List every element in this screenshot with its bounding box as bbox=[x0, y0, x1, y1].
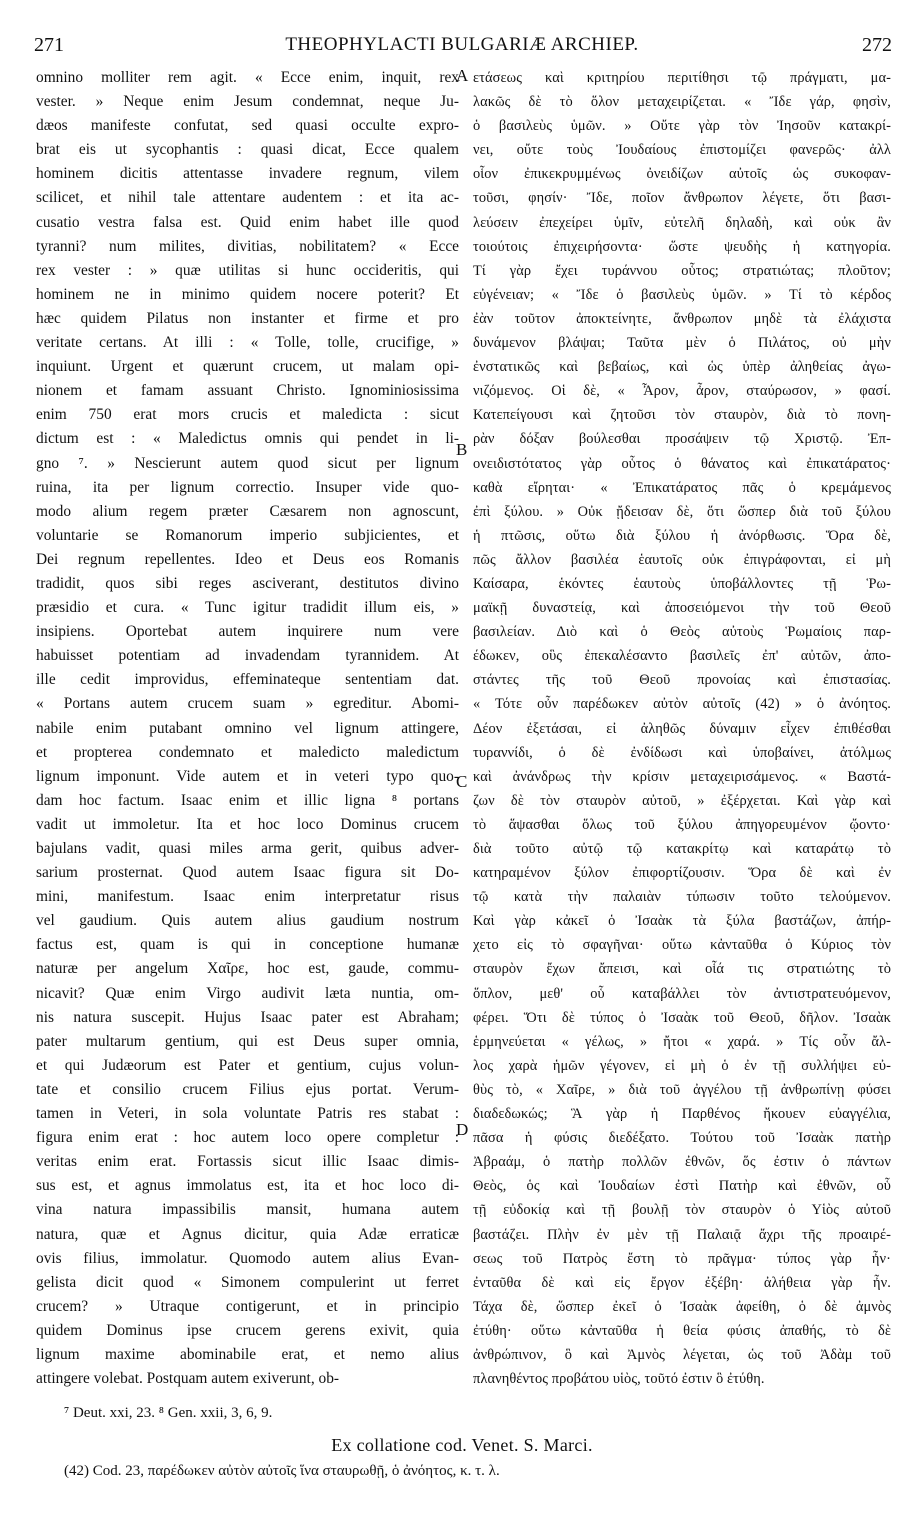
latin-text-line: nis natura suscepit. Hujus Isaac pater est Abraham; bbox=[36, 1008, 459, 1026]
greek-text-line: λακῶς δὲ τὸ ὅλον μεταχειρίζεται. « Ἴδε γάρ, φησὶν, bbox=[473, 94, 891, 111]
running-header bbox=[30, 34, 894, 62]
latin-text-line: lignum imponunt. Vide autem et in veteri typo quo- bbox=[36, 767, 459, 785]
footnotes: ⁷ Deut. xxi, 23. ⁸ Gen. xxii, 3, 6, 9. bbox=[64, 1405, 273, 1421]
section-marker-d: D bbox=[456, 1120, 469, 1139]
greek-text-line: μαϊκῇ δυναστείᾳ, καὶ ἀποσειόμενοι τὴν τοῦ Θεοῦ bbox=[473, 600, 891, 617]
greek-text-line: ἐὰν τοῦτον ἀποκτείνητε, ἄνθρωπον μηδὲ τὰ ἐλάχιστα bbox=[473, 310, 891, 327]
latin-text-line: et qui Judæorum est Pater et gentium, cujus volun- bbox=[36, 1056, 459, 1074]
latin-text-line: enim 750 erat mors crucis et maledicta : sicut bbox=[36, 406, 459, 424]
greek-text-line: διαδεδωκώς; Ἃ γὰρ ἡ Παρθένος ἤκουεν εὐαγγέλια, bbox=[473, 1106, 891, 1123]
greek-text-line: πλανηθέντος προβάτου υἱὸς, τοῦτό ἐστιν ὃ ἐτύθη. bbox=[473, 1371, 765, 1388]
latin-text-line: hominem dicitis attentasse invadere regnum, vilem bbox=[36, 165, 459, 183]
latin-text-line: habuisset potentiam ad invadendam tyrannidem. At bbox=[36, 647, 459, 665]
greek-text-line: φέρει. Ὅτι δὲ τύπος ὁ Ἰσαὰκ τοῦ Θεοῦ, δῆλον. Ἰσαὰκ bbox=[473, 1009, 891, 1026]
greek-text-line: ἐνταῦθα δὲ καὶ εἰς ἔργον ἐξέβη· ἀλήθεια γὰρ ἦν. bbox=[473, 1274, 891, 1291]
greek-text-line: λεύσειν ἐπεχείρει ὑμῖν, εὐτελῆ δηλαδὴ, καὶ οὐκ ἂν bbox=[473, 214, 891, 231]
latin-text-line: insipiens. Oportebat autem inquirere num vere bbox=[36, 623, 459, 641]
latin-text-line: inquiunt. Urgent et quærunt crucem, ut malam opi- bbox=[36, 358, 459, 376]
left-page-number: 271 bbox=[34, 34, 64, 56]
latin-text-line: figura enim erat : hoc autem loco opere completur : bbox=[36, 1129, 459, 1147]
greek-text-line: λος χαρὰ ἡμῶν γέγονεν, εἰ μὴ ὁ ἐν τῇ συλλήψει εὐ- bbox=[473, 1057, 891, 1074]
latin-text-line: factus est, quam is qui in conceptione humanæ bbox=[36, 936, 459, 954]
latin-text-line: voluntarie se Romanorum imperio subjicientes, et bbox=[36, 526, 459, 544]
latin-text-line: bajulans vadit, quasi miles arma gerit, quibus adver- bbox=[36, 840, 459, 857]
greek-text-line: ἀνθρώπινον, ὃ καὶ Ἀμνὸς λέγεται, ὡς τοῦ Ἀδὰμ τοῦ bbox=[473, 1346, 891, 1363]
latin-text-line: tamen in Veteri, in sola voluntate Patris res stabat : bbox=[36, 1105, 459, 1123]
greek-text-line: « Τότε οὖν παρέδωκεν αὐτὸν αὐτοῖς (42) » ὁ ἀνόητος. bbox=[473, 696, 891, 713]
greek-text-line: Κατεπείγουσι καὶ ζητοῦσι τὸν σταυρὸν, διὰ τὸ πονη- bbox=[473, 407, 891, 424]
latin-text-line: nicavit? Quæ enim Virgo audivit læta nuntia, om- bbox=[36, 984, 459, 1002]
latin-text-line: et propterea condemnato et maledicto maledictum bbox=[36, 743, 459, 761]
greek-text-line: διὰ τοῦτο αὐτῷ τῷ κατακρίτῳ καὶ καταράτῳ τὸ bbox=[473, 841, 891, 857]
greek-text-line: βαστάζει. Πλὴν ἐν μὲν τῇ Παλαιᾷ ἄχρι τῆς προαιρέ- bbox=[473, 1226, 891, 1243]
running-title: THEOPHYLACTI BULGARIÆ ARCHIEP. bbox=[285, 34, 639, 55]
greek-text-line: δυνάμενον βλάψαι; Ταῦτα μὲν ὁ Πιλάτος, οὐ μὴν bbox=[473, 335, 891, 352]
greek-text-line: βασιλείαν. Διὸ καὶ ὁ Θεὸς αὐτοὺς Ῥωμαίοις παρ- bbox=[473, 624, 891, 641]
latin-text-line: lignum maxime abominabile erat, et nemo alius bbox=[36, 1345, 459, 1363]
latin-text-line: hæc quidem Pilatus non instanter et firme et pro bbox=[36, 309, 459, 327]
latin-text-line: Dei regnum repellentes. Ideo et Deus eos Romanis bbox=[36, 550, 459, 568]
latin-column bbox=[36, 66, 459, 1391]
section-marker-a: A bbox=[456, 66, 469, 85]
latin-text-line: veritas enim erat. Fortassis sicut illic Isaac dimis- bbox=[36, 1153, 459, 1171]
latin-text-line: mini, manifestum. Isaac enim interpretatur risus bbox=[36, 888, 459, 906]
greek-text-line: τοῦσι, φησίν· Ἴδε, ποῖον ἄνθρωπον λέγετε, ὅτι βασι- bbox=[473, 190, 891, 207]
latin-text-line: dæos manifeste confutat, sed quasi occulte expro- bbox=[36, 117, 459, 135]
greek-text-line: καθὰ εἴρηται· « Ἐπικατάρατος πᾶς ὁ κρεμάμενος bbox=[473, 479, 891, 496]
greek-text-line: ἐνστατικῶς καὶ βεβαίως, καὶ ὡς ὑπὲρ ἀληθείας ἀγω- bbox=[473, 359, 891, 376]
latin-text-line: ovis filius, immolatur. Quomodo autem alius Evan- bbox=[36, 1249, 459, 1267]
greek-text-line: σταυρὸν ἔχων ἄπεισι, καὶ οἷά τις στρατιώτης τὸ bbox=[473, 961, 891, 978]
greek-text-line: Τάχα δὲ, ὥσπερ ἐκεῖ ὁ Ἰσαὰκ ἀφείθη, ὁ δὲ ἀμνὸς bbox=[473, 1298, 891, 1315]
latin-text-line: modo alium regem præter Cæsarem non agnoscunt, bbox=[36, 502, 459, 520]
greek-text-line: τῷ κατὰ τὴν παλαιὰν τύπωσιν τοῦτο τελούμενον. bbox=[473, 889, 891, 906]
latin-text-line: præsidio et cura. « Tunc igitur tradidit illum eis, » bbox=[36, 599, 459, 617]
greek-text-line: ἡ πτῶσις, οὕτω διὰ ξύλου ἡ ἀνόρθωσις. Ὅρα δὲ, bbox=[473, 527, 891, 544]
latin-text-line: dam hoc factum. Isaac enim et illic ligna ⁸ portans bbox=[36, 791, 459, 809]
latin-text-line: tradidit, quos sibi reges asciverant, destitutos divino bbox=[36, 574, 459, 592]
greek-text-line: τοιούτοις ἐπιχειρήσοντα· ὥστε ψευδὴς ἡ κατηγορία. bbox=[473, 238, 891, 255]
greek-text-line: στάντες τῆς τοῦ Θεοῦ προνοίας καὶ ἐπιστασίας. bbox=[473, 672, 891, 689]
latin-text-line: tyranni? num milites, divitias, nobilitatem? « Ecce bbox=[36, 237, 459, 255]
greek-text-line: οἷον ἐπικεκρυμμένως ὀνειδίζων αὐτοῖς ὡς συκοφαν- bbox=[473, 166, 891, 183]
greek-text-line: εὐγένειαν; « Ἴδε ὁ βασιλεὺς ὑμῶν. » Τί τὸ κέρδος bbox=[473, 286, 891, 303]
greek-text-line: ρὰν δόξαν βούλεσθαι προσάψειν τῷ Χριστῷ. Ἐπ- bbox=[473, 431, 891, 448]
latin-text-line: omnino molliter rem agit. « Ecce enim, inquit, rex bbox=[36, 69, 459, 86]
latin-text-line: hominem ne in minimo quidem nocere poterit? Et bbox=[36, 285, 459, 303]
latin-text-line: veritate certans. At illi : « Tolle, tolle, crucifige, » bbox=[36, 334, 459, 352]
latin-text-line: gelista dicit quod « Simonem compulerint ut ferret bbox=[36, 1273, 459, 1291]
latin-text-line: scilicet, et nihil tale attentare audentem : et ita ac- bbox=[36, 189, 459, 207]
latin-text-line: vina natura impassibilis mansit, humana autem bbox=[36, 1201, 459, 1219]
latin-text-line: gno ⁷. » Nescierunt autem quod sicut per lignum bbox=[36, 454, 459, 472]
greek-text-line: θὺς τὸ, « Χαῖρε, » διὰ τοῦ ἀγγέλου τῇ ἀνθρωπίνῃ φύσει bbox=[473, 1081, 891, 1098]
latin-text-line: « Portans autem crucem suam » egreditur. Abomi- bbox=[36, 695, 459, 713]
latin-text-line: vadit ut immoletur. Ita et hoc loco Dominus crucem bbox=[36, 815, 459, 833]
latin-text-line: quidem Dominus ipse crucem gerens exivit, quia bbox=[36, 1321, 459, 1339]
greek-text-line: χετο εἰς τὸ σφαγῆναι· οὕτω κἀνταῦθα ὁ Κύριος τὸν bbox=[473, 937, 891, 954]
latin-text-line: ille cedit improvidus, effeminateque sententiam dat. bbox=[36, 671, 459, 689]
greek-text-line: Ἀβραάμ, ὁ πατὴρ πολλῶν ἐθνῶν, ὅς ἐστιν ὁ πάντων bbox=[473, 1154, 891, 1171]
greek-text-line: Καίσαρα, ἑκόντες ἑαυτοὺς ὑποβάλλοντες τῇ Ῥω- bbox=[473, 575, 891, 592]
greek-text-line: καὶ ἀνάνδρως τὴν κρίσιν μεταχειρισάμενος. « Βαστά- bbox=[473, 768, 891, 785]
greek-text-line: κατηραμένον ξύλον ἐπιφορτίζουσιν. Ὅρα δὲ καὶ ἐν bbox=[473, 865, 891, 882]
greek-text-line: νει, οὔτε τοὺς Ἰουδαίους ἐπιστομίζει φανερῶς· ἀλλ bbox=[473, 142, 891, 159]
greek-text-line: τὸ ἅψασθαι ὅλως τοῦ ξύλου ἀπηγορευμένον ᾤοντο· bbox=[473, 816, 891, 833]
greek-text-line: ὁ βασιλεὺς ὑμῶν. » Οὔτε γὰρ τὸν Ἰησοῦν κατακρί- bbox=[473, 118, 891, 135]
latin-text-line: pater multarum gentium, qui est Deus super omnia, bbox=[36, 1032, 459, 1050]
collation-note: (42) Cod. 23, παρέδωκεν αὐτὸν αὐτοῖς ἵνα σταυρωθῇ, ὁ ἀνόητος, κ. τ. λ. bbox=[64, 1463, 500, 1479]
latin-text-line: ruina, ita per lignum correctio. Insuper vide quo- bbox=[36, 478, 459, 496]
greek-text-line: τῇ εὐδοκίᾳ καὶ τῇ βουλῇ τὸν σταυρὸν ὁ Υἱὸς αὐτοῦ bbox=[473, 1202, 891, 1219]
latin-text-line: attingere volebat. Postquam autem exiverunt, ob- bbox=[36, 1370, 340, 1388]
latin-text-line: rex vester : » quæ utilitas si hunc occideritis, qui bbox=[36, 261, 459, 279]
greek-text-line: πᾶσα ἡ φύσις διεδέξατο. Τούτου τοῦ Ἰσαὰκ πατὴρ bbox=[473, 1130, 891, 1147]
greek-text-line: ἑρμηνεύεται « γέλως, » ἤτοι « χαρά. » Τίς οὖν ἄλ- bbox=[473, 1033, 891, 1050]
latin-text-line: tate et consilio crucem Filius ejus portat. Verum- bbox=[36, 1080, 459, 1098]
greek-text-line: ετάσεως καὶ κριτηρίου περιτίθησι τῷ πράγματι, μα- bbox=[473, 70, 891, 86]
latin-text-line: nabile enim putabant omnino vel lignum attingere, bbox=[36, 719, 459, 737]
latin-text-line: dictum est : « Maledictus omnis qui pendet in li- bbox=[36, 430, 459, 448]
greek-column bbox=[473, 66, 891, 1391]
section-marker-b: B bbox=[456, 440, 468, 459]
latin-text-line: crucem? » Utraque contigerunt, et in principio bbox=[36, 1297, 459, 1315]
greek-text-line: ονειδιστότατος γὰρ οὗτος ὁ θάνατος καὶ ἐπικατάρατος· bbox=[473, 455, 891, 472]
section-marker-c: C bbox=[456, 772, 468, 791]
greek-text-line: έδωκεν, οὓς ἐπεκαλέσαντο βασιλεῖς ἐπ' αὐτῶν, ἀπο- bbox=[473, 648, 891, 665]
greek-text-line: Δέον ἐξετάσαι, εἰ ἀληθῶς δύναμιν εἶχεν ἐπιθέσθαι bbox=[473, 720, 891, 737]
latin-text-line: brat eis ut sycophantis : quasi dicat, Ecce qualem bbox=[36, 141, 459, 159]
greek-text-line: πῶς ἄλλον βασιλέα ἑαυτοῖς οὐκ ἐπιγράφονται, εἰ μὴ bbox=[473, 551, 891, 568]
latin-text-line: vester. » Neque enim Jesum condemnat, neque Ju- bbox=[36, 93, 459, 111]
greek-text-line: τυραννίδι, ὁ δὲ ἐνδίδωσι καὶ ὑποβαίνει, ἀτόλμως bbox=[473, 744, 891, 761]
greek-text-line: ἐπὶ ξύλου. » Οὐκ ᾔδεισαν δὲ, ὅτι ὥσπερ διὰ τοῦ ξύλου bbox=[473, 503, 891, 520]
greek-text-line: νιζόμενος. Οἱ δὲ, « Ἆρον, ἆρον, σταύρωσον, » φασί. bbox=[473, 383, 891, 400]
greek-text-line: σεως τοῦ Πατρὸς ἔστη τὸ πρᾶγμα· τύπος γὰρ ἦν· bbox=[473, 1250, 891, 1267]
greek-text-line: ζων δὲ τὸν σταυρὸν αὐτοῦ, » ἐξέρχεται. Καὶ γὰρ καὶ bbox=[473, 792, 891, 809]
latin-text-line: natura, quæ et Agnus dicitur, quia Adæ erraticæ bbox=[36, 1225, 459, 1243]
latin-text-line: sarium prosternat. Quod autem Isaac figura sit Do- bbox=[36, 864, 459, 882]
greek-text-line: ἐτύθη· οὕτω κἀνταῦθα ἡ θεία φύσις ἀπαθής, τὸ δὲ bbox=[473, 1322, 891, 1339]
collation-heading: Ex collatione cod. Venet. S. Marci. bbox=[331, 1435, 593, 1455]
greek-text-line: ὅπλον, μεθ' οὗ καταβάλλει τὸν ἀντιστρατευόμενον, bbox=[473, 985, 891, 1002]
right-page-number: 272 bbox=[862, 34, 892, 56]
greek-text-line: Τί γὰρ ἔχει τυράννου οὗτος; στρατιώτας; πλοῦτον; bbox=[473, 262, 891, 279]
latin-text-line: sus est, et agnus immolatus est, ita et hoc loco di- bbox=[36, 1177, 459, 1195]
greek-text-line: Καὶ γὰρ κἀκεῖ ὁ Ἰσαὰκ τὰ ξύλα βαστάζων, ἀπήρ- bbox=[473, 913, 891, 930]
greek-text-line: Θεὸς, ὁς καὶ Ἰουδαίων ἐστὶ Πατὴρ καὶ ἐθνῶν, οὗ bbox=[473, 1178, 891, 1195]
latin-text-line: naturæ per angelum Χαῖρε, hoc est, gaude, commu- bbox=[36, 960, 459, 978]
latin-text-line: nionem et famam assuant Christo. Ignominiosissima bbox=[36, 382, 459, 400]
latin-text-line: vel gaudium. Quis autem alius gaudium nostrum bbox=[36, 912, 459, 930]
latin-text-line: cusatio vestra falsa est. Quid enim habet ille quod bbox=[36, 213, 459, 231]
